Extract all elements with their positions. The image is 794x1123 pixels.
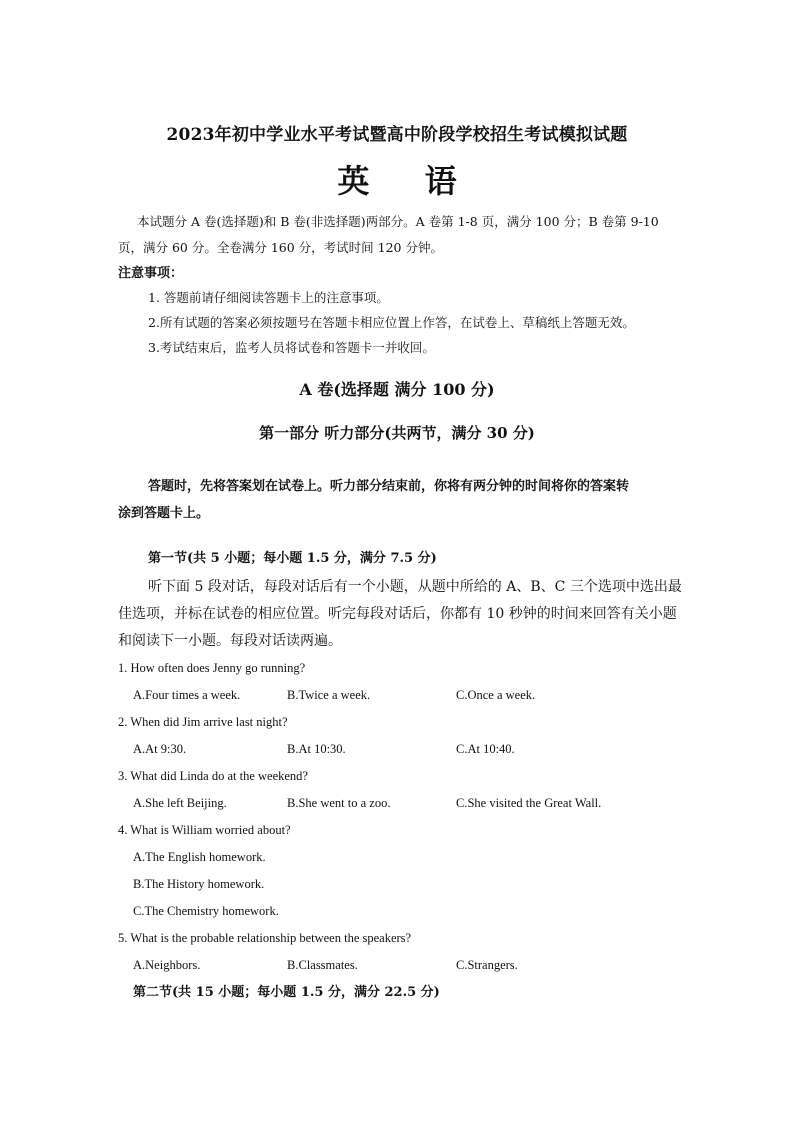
- question-2-option-a: A.At 9:30.: [133, 742, 187, 756]
- notes-heading: 注意事项：: [118, 266, 184, 281]
- section-a-title: A 卷(选择题 满分 100 分): [299, 380, 495, 399]
- question-3: 3. What did Linda do at the weekend?: [118, 769, 308, 783]
- question-5-option-a: A.Neighbors.: [133, 958, 201, 972]
- question-2-option-c: C.At 10:40.: [456, 742, 515, 756]
- question-3-option-c: C.She visited the Great Wall.: [456, 796, 602, 810]
- intro-line-1: 本试题分 A 卷(选择题)和 B 卷(非选择题)两部分。A 卷第 1-8 页，满分 100 分；B 卷第 9-10: [137, 214, 659, 229]
- section-2-heading: 第二节(共 15 小题；每小题 1.5 分，满分 22.5 分): [133, 985, 440, 1000]
- question-5-option-c: C.Strangers.: [456, 958, 518, 972]
- question-5: 5. What is the probable relationship between the speakers?: [118, 931, 412, 945]
- exam-title: 2023年初中学业水平考试暨高中阶段学校招生考试模拟试题: [166, 125, 628, 145]
- section-1-desc-2: 佳选项，并标在试卷的相应位置。听完每段对话后，你都有 10 秒钟的时间来回答有关小题: [118, 606, 677, 622]
- question-3-option-b: B.She went to a zoo.: [287, 796, 391, 810]
- section-1-heading: 第一节(共 5 小题；每小题 1.5 分，满分 7.5 分): [148, 551, 437, 566]
- instruction-line-2: 涂到答题卡上。: [118, 506, 210, 521]
- part-one-title: 第一部分 听力部分(共两节，满分 30 分): [259, 424, 535, 442]
- instruction-line-1: 答题时，先将答案划在试卷上。听力部分结束前，你将有两分钟的时间将你的答案转: [148, 479, 630, 494]
- note-item-2: 2.所有试题的答案必须按题号在答题卡相应位置上作答，在试卷上、草稿纸上答题无效。: [148, 315, 635, 330]
- section-1-desc-3: 和阅读下一小题。每段对话读两遍。: [118, 633, 342, 649]
- question-3-option-a: A.She left Beijing.: [133, 796, 227, 810]
- question-1-option-a: A.Four times a week.: [133, 688, 241, 702]
- question-4-option-a: A.The English homework.: [133, 850, 266, 864]
- question-2: 2. When did Jim arrive last night?: [118, 715, 288, 729]
- question-4-option-c: C.The Chemistry homework.: [133, 904, 279, 918]
- note-item-3: 3.考试结束后，监考人员将试卷和答题卡一并收回。: [148, 340, 435, 355]
- question-1-option-b: B.Twice a week.: [287, 688, 371, 702]
- question-4: 4. What is William worried about?: [118, 823, 291, 837]
- question-2-option-b: B.At 10:30.: [287, 742, 346, 756]
- question-5-option-b: B.Classmates.: [287, 958, 358, 972]
- section-1-desc-1: 听下面 5 段对话，每段对话后有一个小题，从题中所给的 A、B、C 三个选项中选出最: [148, 579, 682, 595]
- subject-title: 英 语: [337, 162, 479, 200]
- intro-line-2: 页，满分 60 分。全卷满分 160 分，考试时间 120 分钟。: [118, 240, 443, 255]
- note-item-1: 1. 答题前请仔细阅读答题卡上的注意事项。: [148, 290, 389, 305]
- question-1-option-c: C.Once a week.: [456, 688, 536, 702]
- question-4-option-b: B.The History homework.: [133, 877, 265, 891]
- question-1: 1. How often does Jenny go running?: [118, 661, 306, 675]
